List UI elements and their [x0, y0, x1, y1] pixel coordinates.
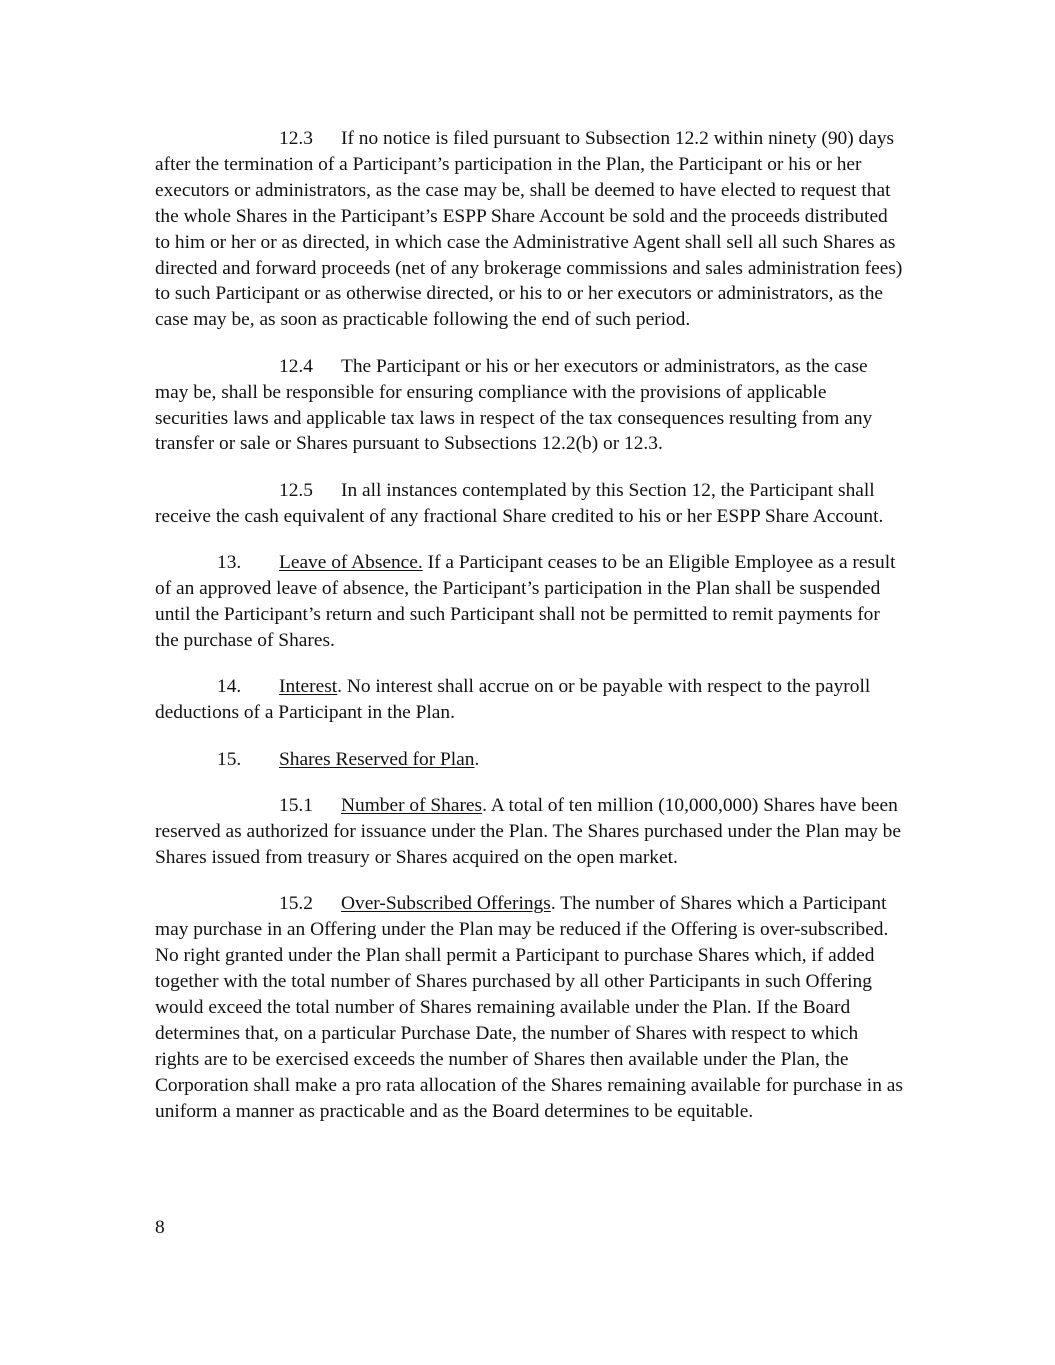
paragraph-15-1: [155, 793, 903, 871]
section-number: 15.: [217, 748, 242, 770]
paragraph-text: If a Participant ceases to be an Eligible Employee as a result of an approved leave of absence, the Participant’s participation in the Plan shall be suspended until the Participant’s return and such Participant shall not be permitted to remit payments for the purchase of Shares.: [155, 552, 896, 651]
paragraph-text: If no notice is filed pursuant to Subsection 12.2 within ninety (90) days after the termination of a Participant’s participation in the Plan, the Participant or his or her executors or administrators, as the case may be, shall be deemed to have elected to request that the whole Shares in the Participant’s ESPP Share Account be sold and the proceeds distributed to him or her or as directed, in which case the Administrative Agent shall sell all such Shares as directed and forward proceeds (net of any brokerage commissions and sales administration fees) to such Participant or as otherwise directed, or his to or her executors or administrators, as the case may be, as soon as practicable following the end of such period.: [155, 128, 903, 331]
section-number: 12.5: [279, 479, 313, 501]
section-number: 12.3: [279, 128, 313, 149]
page-number: 8: [155, 1217, 165, 1238]
heading-punctuation: .: [337, 676, 347, 698]
heading-punctuation: .: [482, 795, 491, 817]
heading-punctuation: .: [474, 748, 480, 770]
section-number: 13.: [217, 552, 242, 574]
paragraph-12-3: [155, 126, 903, 333]
paragraph-text: No interest shall accrue on or be payable with respect to the payroll deductions of a Participant in the Plan.: [155, 676, 871, 724]
section-number: 15.2: [279, 893, 313, 915]
paragraph-text: In all instances contemplated by this Section 12, the Participant shall receive the cash equivalent of any fractional Share credited to his or her ESPP Share Account.: [155, 479, 884, 527]
section-number: 12.4: [279, 355, 313, 377]
paragraph-text: A total of ten million (10,000,000) Shares have been reserved as authorized for issuance under the Plan. The Shares purchased under the Plan may be Shares issued from treasury or Shares acquired on the open market.: [155, 795, 901, 868]
section-heading: Over-Subscribed Offerings: [341, 893, 551, 915]
paragraph-15: [155, 747, 903, 773]
paragraph-13: [155, 550, 903, 654]
paragraph-14: [155, 674, 903, 726]
paragraph-text: The number of Shares which a Participant may purchase in an Offering under the Plan may be reduced if the Offering is over-subscribed. No right granted under the Plan shall permit a Participant to purchase Shares which, if added together with the total number of Shares purchased by all other Participants in such Offering would exceed the total number of Shares remaining available under the Plan. If the Board determines that, on a particular Purchase Date, the number of Shares with respect to which rights are to be exercised exceeds the number of Shares then available under the Plan, the Corporation shall make a pro rata allocation of the Shares remaining available for purchase in as uniform a manner as practicable and as the Board determines to be equitable.: [155, 893, 903, 1122]
paragraph-12-4: [155, 354, 903, 458]
section-heading: Leave of Absence.: [279, 552, 423, 574]
paragraph-text: The Participant or his or her executors or administrators, as the case may be, shall be responsible for ensuring compliance with the provisions of applicable securities laws and applicable tax laws in respect of the tax consequences resulting from any transfer or sale or Shares pursuant to Subsections 12.2(b) or 12.3.: [155, 355, 873, 455]
paragraph-15-2: [155, 891, 903, 1124]
heading-punctuation: .: [550, 893, 561, 915]
section-heading: Interest: [279, 676, 338, 698]
document-body: [155, 126, 903, 1145]
section-heading: Shares Reserved for Plan: [279, 748, 475, 770]
paragraph-12-5: [155, 478, 903, 530]
section-number: 15.1: [279, 795, 313, 817]
section-number: 14.: [217, 676, 242, 698]
section-heading: Number of Shares: [341, 795, 483, 817]
